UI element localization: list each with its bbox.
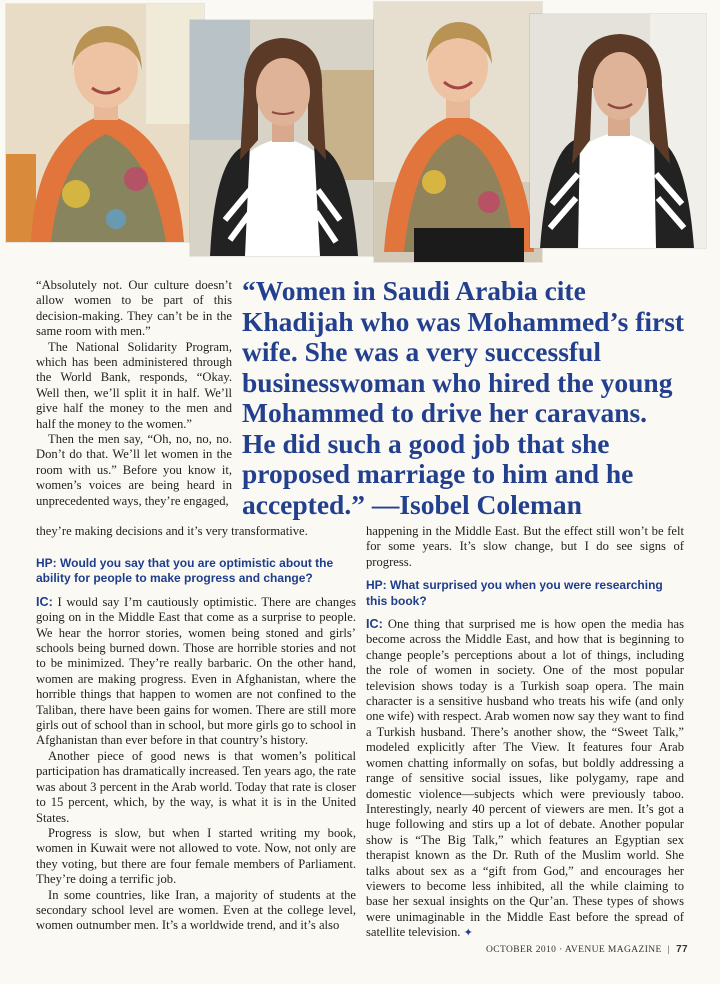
end-mark-icon: ✦ xyxy=(463,927,473,940)
page-footer xyxy=(478,944,688,955)
footer-separator: | xyxy=(667,945,671,955)
answer-label: IC: xyxy=(366,617,383,632)
answer-paragraph xyxy=(36,595,356,749)
column-a xyxy=(36,548,356,934)
column-b xyxy=(366,524,684,942)
answer-text: I would say I’m cautiously optimistic. There are changes going on in the Middle East that come as a surprise to people. We hear the horror stories, women being stoned and girls’ schools being burned down. Those are horrible stories and not to be minimized. They’re really barbaric. On the other hand, women are making progress. Even in Afghanistan, where the horrible things that happen to women are not confined to the Taliban, there have been gains for women. There are still more girls out of school than in school, but more girls go to school in Afghanistan than ever before in that country’s history. xyxy=(36,594,356,748)
question-label: HP: xyxy=(366,578,387,593)
photo-coleman-1 xyxy=(6,4,204,242)
page-number: 77 xyxy=(676,944,688,955)
photo-interviewee-1 xyxy=(190,20,374,256)
pull-quote-attribution: —Isobel Coleman xyxy=(371,488,582,520)
paragraph: The National Solidarity Program, which has been administered through the World Bank, responds, “Okay. Well then, we’ll split it in half. We’ll give half the money to the men and half the money to the women.” xyxy=(36,339,232,431)
left-column xyxy=(36,278,232,509)
paragraph: Then the men say, “Oh, no, no, no. Don’t do that. We’ll let women in the room with us.” Before you know it, women’s voices are being heard in unprecedented ways, they’re engaged, xyxy=(36,432,232,508)
paragraph: In some countries, like Iran, a majority of students at the secondary school level are women. Even at the college level, women outnumber men. It’s a worldwide trend, and it’s also xyxy=(36,887,356,933)
answer-paragraph xyxy=(366,617,684,942)
question-text: Would you say that you are optimistic about the ability for people to make progress and change? xyxy=(36,556,334,586)
pull-quote xyxy=(242,276,687,520)
question-label: HP: xyxy=(36,556,57,570)
question-text: What surprised you when you were researching this book? xyxy=(366,578,663,608)
photo-coleman-2 xyxy=(374,2,542,262)
photo-strip xyxy=(0,0,720,262)
paragraph: Another piece of good news is that women’s political participation has dramatically increased. Ten years ago, the rate was about 3 percent in the Arab world. Today that rate is closer to 15 percent, which, by the way, is what it is in the United States. xyxy=(36,748,356,825)
paragraph: “Absolutely not. Our culture doesn’t allow women to be part of this decision-making. They can’t be in the same room with men.” xyxy=(36,278,232,339)
answer-text: One thing that surprised me is how open the media has become across the Middle East, and how that is beginning to change people’s perceptions about a lot of things, including the role of women in society. One of the most popular television shows today is a Turkish soap opera. The main character is a sensitive husband who treats his wife (and only one wife) with respect. Arab women now say they want to find a Turkish husband. There’s another show, the “Sweet Talk,” modeled explicitly after The View. It features four Arab women chatting informally on sofas, but boldly addressing a range of sensitive social issues, like polygamy, rape and domestic violence—subjects which were previously taboo. Interestingly, nearly 40 percent of viewers are men. It’s got a huge following and stirs up a lot of debate. Another popular show is “The Big Talk,” which features an Egyptian sex therapist known as the Dr. Ruth of the Muslim world. She talks about sex as a “gift from God,” and encourages her viewers to become less inhibited, all the while claiming to base her sexual insights on the Qur’an. These types of shows were unimaginable in the Middle East before the spread of satellite television. xyxy=(366,617,684,940)
issue-label: OCTOBER 2010 · AVENUE MAGAZINE xyxy=(485,945,662,955)
pull-quote-text: “Women in Saudi Arabia cite Khadijah who was Mohammed’s first wife. She was a very successful businesswoman who hired the young Mohammed to drive her caravans. He did such a good job that she proposed marriage to him and he accepted.” xyxy=(242,275,685,520)
paragraph: happening in the Middle East. But the effect still won’t be felt for some years. It’s slow change, but I do see signs of progress. xyxy=(366,524,684,569)
answer-label: IC: xyxy=(36,594,53,609)
continuation-line: they’re making decisions and it’s very transformative. xyxy=(36,524,308,538)
paragraph: Progress is slow, but when I started writing my book, women in Kuwait were not allowed to vote. Now, not only are they voting, but there are four female members of Parliament. They’re doing a terrific job. xyxy=(36,825,356,887)
question-surprise xyxy=(366,578,684,609)
photo-interviewee-2 xyxy=(530,14,706,248)
question-optimism xyxy=(36,556,356,587)
